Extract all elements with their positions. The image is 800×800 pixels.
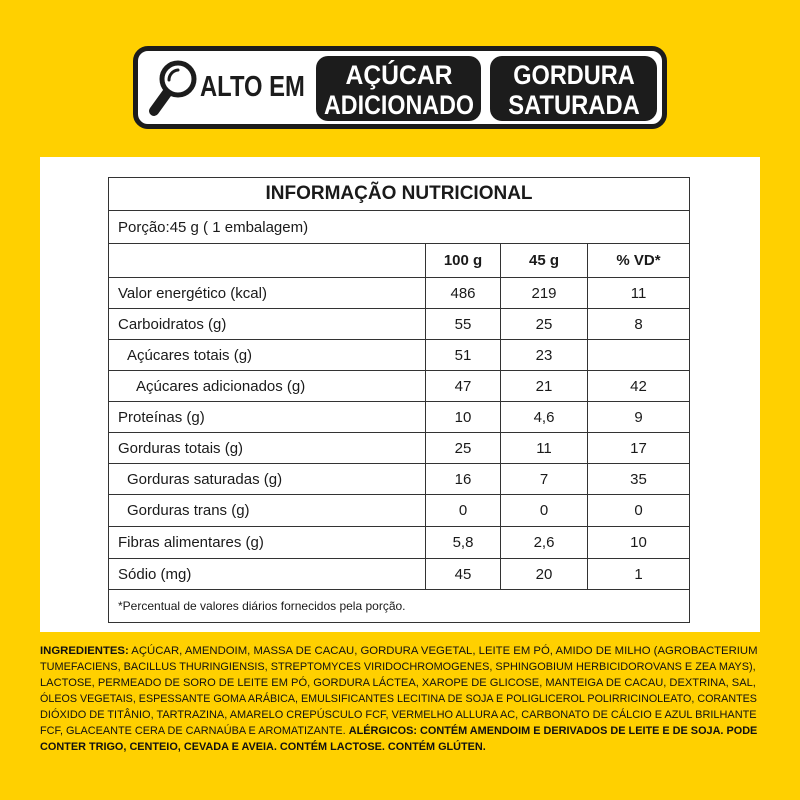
value-per-portion: 25: [501, 309, 588, 340]
ingredients-text: AÇÚCAR, AMENDOIM, MASSA DE CACAU, GORDURA VEGETAL, LEITE EM PÓ, AMIDO DE MILHO (AGROBACTERIUM: [131, 645, 758, 657]
value-per-portion: 2,6: [501, 527, 588, 559]
daily-value-percent: 9: [588, 402, 690, 433]
value-per-100g: 25: [426, 433, 501, 464]
nutrient-label: Sódio (mg): [109, 559, 426, 590]
allergens-text: CONTER TRIGO, CENTEIO, CEVADA E AVEIA. CONTÉM LACTOSE. CONTÉM GLÚTEN.: [40, 741, 486, 753]
ingredients-text: LACTOSE, PERMEADO DE SORO DE LEITE EM PÓ, GORDURA LÁCTEA, XAROPE DE GLICOSE, MANTEIGA DE CACAU, DEXTRINA, SAL,: [40, 677, 756, 689]
ingredients-line-text: [40, 739, 486, 755]
ingredients-line: [40, 659, 760, 675]
value-per-100g: 47: [426, 371, 501, 402]
ingredients-line-text: [40, 707, 757, 723]
portion-row: [109, 211, 690, 244]
ingredients-line: [40, 707, 760, 723]
daily-value-percent: [588, 340, 690, 371]
ingredients-heading: INGREDIENTES:: [40, 645, 129, 657]
daily-value-percent: 42: [588, 371, 690, 402]
daily-value-footnote: *Percentual de valores diários fornecidos pela porção.: [109, 590, 690, 623]
ingredients-text: DIÓXIDO DE TITÂNIO, TARTRAZINA, AMARELO CREPÚSCULO FCF, VERMELHO ALLURA AC, CARBONATO DE CÁLCIO E AZUL BRILHANTE: [40, 709, 757, 721]
ingredients-text: ÓLEOS VEGETAIS, ESPESSANTE GOMA ARÁBICA, EMULSIFICANTES LECITINA DE SOJA E POLIGLICEROL POLIRRICINOLEATO, CORANTES: [40, 693, 757, 705]
ingredients-line-text: [40, 659, 756, 675]
daily-value-percent: 1: [588, 559, 690, 590]
header-per-portion: 45 g: [501, 244, 588, 278]
value-per-portion: 219: [501, 278, 588, 309]
ingredients-line: [40, 739, 760, 755]
nutrient-row-sodium: [109, 559, 690, 590]
ingredients-line-text: [40, 691, 757, 707]
nutrient-label: Gorduras saturadas (g): [109, 464, 426, 495]
table-title-row: [109, 178, 690, 211]
daily-value-percent: 8: [588, 309, 690, 340]
nutrient-row-protein: [109, 402, 690, 433]
nutrient-label: Gorduras trans (g): [109, 495, 426, 527]
nutrient-label: Gorduras totais (g): [109, 433, 426, 464]
added-sugar-line-1: AÇÚCAR: [345, 60, 452, 90]
ingredients-line: [40, 643, 760, 659]
nutrient-row-total-fat: [109, 433, 690, 464]
value-per-portion: 11: [501, 433, 588, 464]
magnifying-glass-icon: [145, 55, 200, 121]
high-in-warning-badge: [133, 46, 667, 129]
header-empty-cell: [109, 244, 426, 278]
value-per-portion: 20: [501, 559, 588, 590]
value-per-portion: 4,6: [501, 402, 588, 433]
footnote-row: [109, 590, 690, 623]
high-in-label: ALTO EM: [200, 71, 305, 103]
nutrient-label: Açúcares totais (g): [109, 340, 426, 371]
nutrient-row-fiber: [109, 527, 690, 559]
ingredients-line: [40, 723, 760, 739]
nutrient-label: Proteínas (g): [109, 402, 426, 433]
nutrient-row-total-sugars: [109, 340, 690, 371]
daily-value-percent: 0: [588, 495, 690, 527]
daily-value-percent: 11: [588, 278, 690, 309]
saturated-fat-line-1: GORDURA: [512, 60, 635, 90]
value-per-100g: 0: [426, 495, 501, 527]
value-per-portion: 21: [501, 371, 588, 402]
nutrient-row-trans-fat: [109, 495, 690, 527]
nutrient-label: Valor energético (kcal): [109, 278, 426, 309]
nutrient-label: Fibras alimentares (g): [109, 527, 426, 559]
ingredients-text: TUMEFACIENS, BACILLUS THURINGIENSIS, STREPTOMYCES VIRIDOCHROMOGENES, SPHINGOBIUM HERBICIDOROVANS E ZEA MAYS),: [40, 661, 756, 673]
value-per-portion: 7: [501, 464, 588, 495]
ingredients-text: FCF, GLACEANTE CERA DE CARNAÚBA E AROMATIZANTE.: [40, 725, 346, 737]
saturated-fat-line-2: SATURADA: [507, 90, 640, 120]
nutrient-row-saturated-fat: [109, 464, 690, 495]
ingredients-line: [40, 675, 760, 691]
column-header-row: [109, 244, 690, 278]
value-per-100g: 51: [426, 340, 501, 371]
daily-value-percent: 10: [588, 527, 690, 559]
nutrition-facts-table: [108, 177, 690, 623]
nutrient-label: Açúcares adicionados (g): [109, 371, 426, 402]
daily-value-percent: 35: [588, 464, 690, 495]
ingredients-line-text: [40, 643, 758, 659]
nutrient-label: Carboidratos (g): [109, 309, 426, 340]
value-per-portion: 23: [501, 340, 588, 371]
value-per-100g: 5,8: [426, 527, 501, 559]
ingredients-line-text: [40, 675, 756, 691]
value-per-100g: 45: [426, 559, 501, 590]
table-title: INFORMAÇÃO NUTRICIONAL: [109, 178, 690, 211]
ingredients-block: [40, 643, 760, 757]
value-per-100g: 10: [426, 402, 501, 433]
value-per-100g: 55: [426, 309, 501, 340]
allergens-text: ALÉRGICOS: CONTÉM AMENDOIM E DERIVADOS DE LEITE E DE SOJA. PODE: [348, 725, 758, 737]
ingredients-line-text: [40, 723, 757, 739]
daily-value-percent: 17: [588, 433, 690, 464]
nutrient-row-carbohydrates: [109, 309, 690, 340]
value-per-100g: 16: [426, 464, 501, 495]
header-per-100g: 100 g: [426, 244, 501, 278]
nutrient-row-added-sugars: [109, 371, 690, 402]
ingredients-line: [40, 691, 760, 707]
value-per-100g: 486: [426, 278, 501, 309]
header-daily-value: % VD*: [588, 244, 690, 278]
portion-size: Porção:45 g ( 1 embalagem): [109, 211, 690, 244]
added-sugar-warning: [316, 56, 481, 121]
added-sugar-line-2: ADICIONADO: [323, 90, 474, 120]
value-per-portion: 0: [501, 495, 588, 527]
saturated-fat-warning: [490, 56, 657, 121]
nutrient-row-energy: [109, 278, 690, 309]
